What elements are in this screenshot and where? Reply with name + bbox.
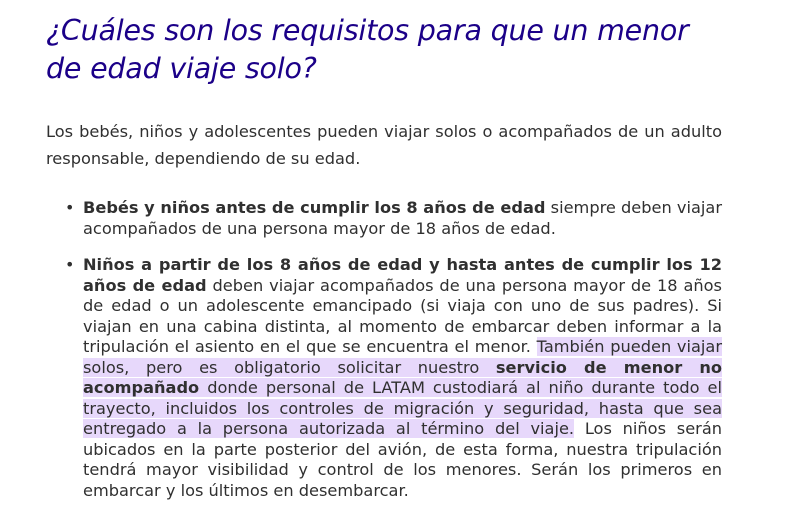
list-item-text: siempre deben viajar acompañados de una persona mayor de 18 años de edad.: [83, 198, 722, 238]
page-title: ¿Cuáles son los requisitos para que un menor de edad viaje solo?: [46, 14, 689, 85]
requirements-list: [46, 198, 722, 501]
list-item: [65, 255, 723, 501]
intro-paragraph: Los bebés, niños y adolescentes pueden viajar solos o acompañados de un adulto responsable, dependiendo de su edad.: [46, 122, 722, 168]
list-item-bold: Bebés y niños antes de cumplir los 8 años de edad: [83, 198, 546, 217]
highlighted-text-start: También pueden viajar solos, pero es obligatorio solicitar nuestro: [83, 337, 722, 377]
list-item: [65, 198, 722, 239]
list-item-text-after: Los niños serán ubicados en la parte posterior del avión, de esta forma, nuestra tripulación tendrá mayor visibilidad y control de los menores. Serán los primeros en embarcar y los últimos en desembarcar.: [83, 419, 722, 500]
list-item-text: deben viajar acompañados de una persona mayor de 18 años de edad o un adolescente emancipado (si viaja con uno de sus padres). Si viajan en una cabina distinta, al momento de embarcar deben informar a la tripulación el asiento en el que se encuentra el menor.: [83, 275, 722, 356]
bullet-icon: •: [65, 198, 75, 217]
highlighted-text-end: donde personal de LATAM custodiará al niño durante todo el trayecto, incluidos los controles de migración y seguridad, hasta que sea entregado a la persona autorizada al término del viaje.: [83, 378, 722, 438]
list-item-bold: Niños a partir de los 8 años de edad y hasta antes de cumplir los 12 años de edad: [83, 255, 722, 295]
unaccompanied-minor-service: servicio de menor no acompañado: [83, 357, 723, 397]
bullet-icon: •: [65, 255, 75, 274]
